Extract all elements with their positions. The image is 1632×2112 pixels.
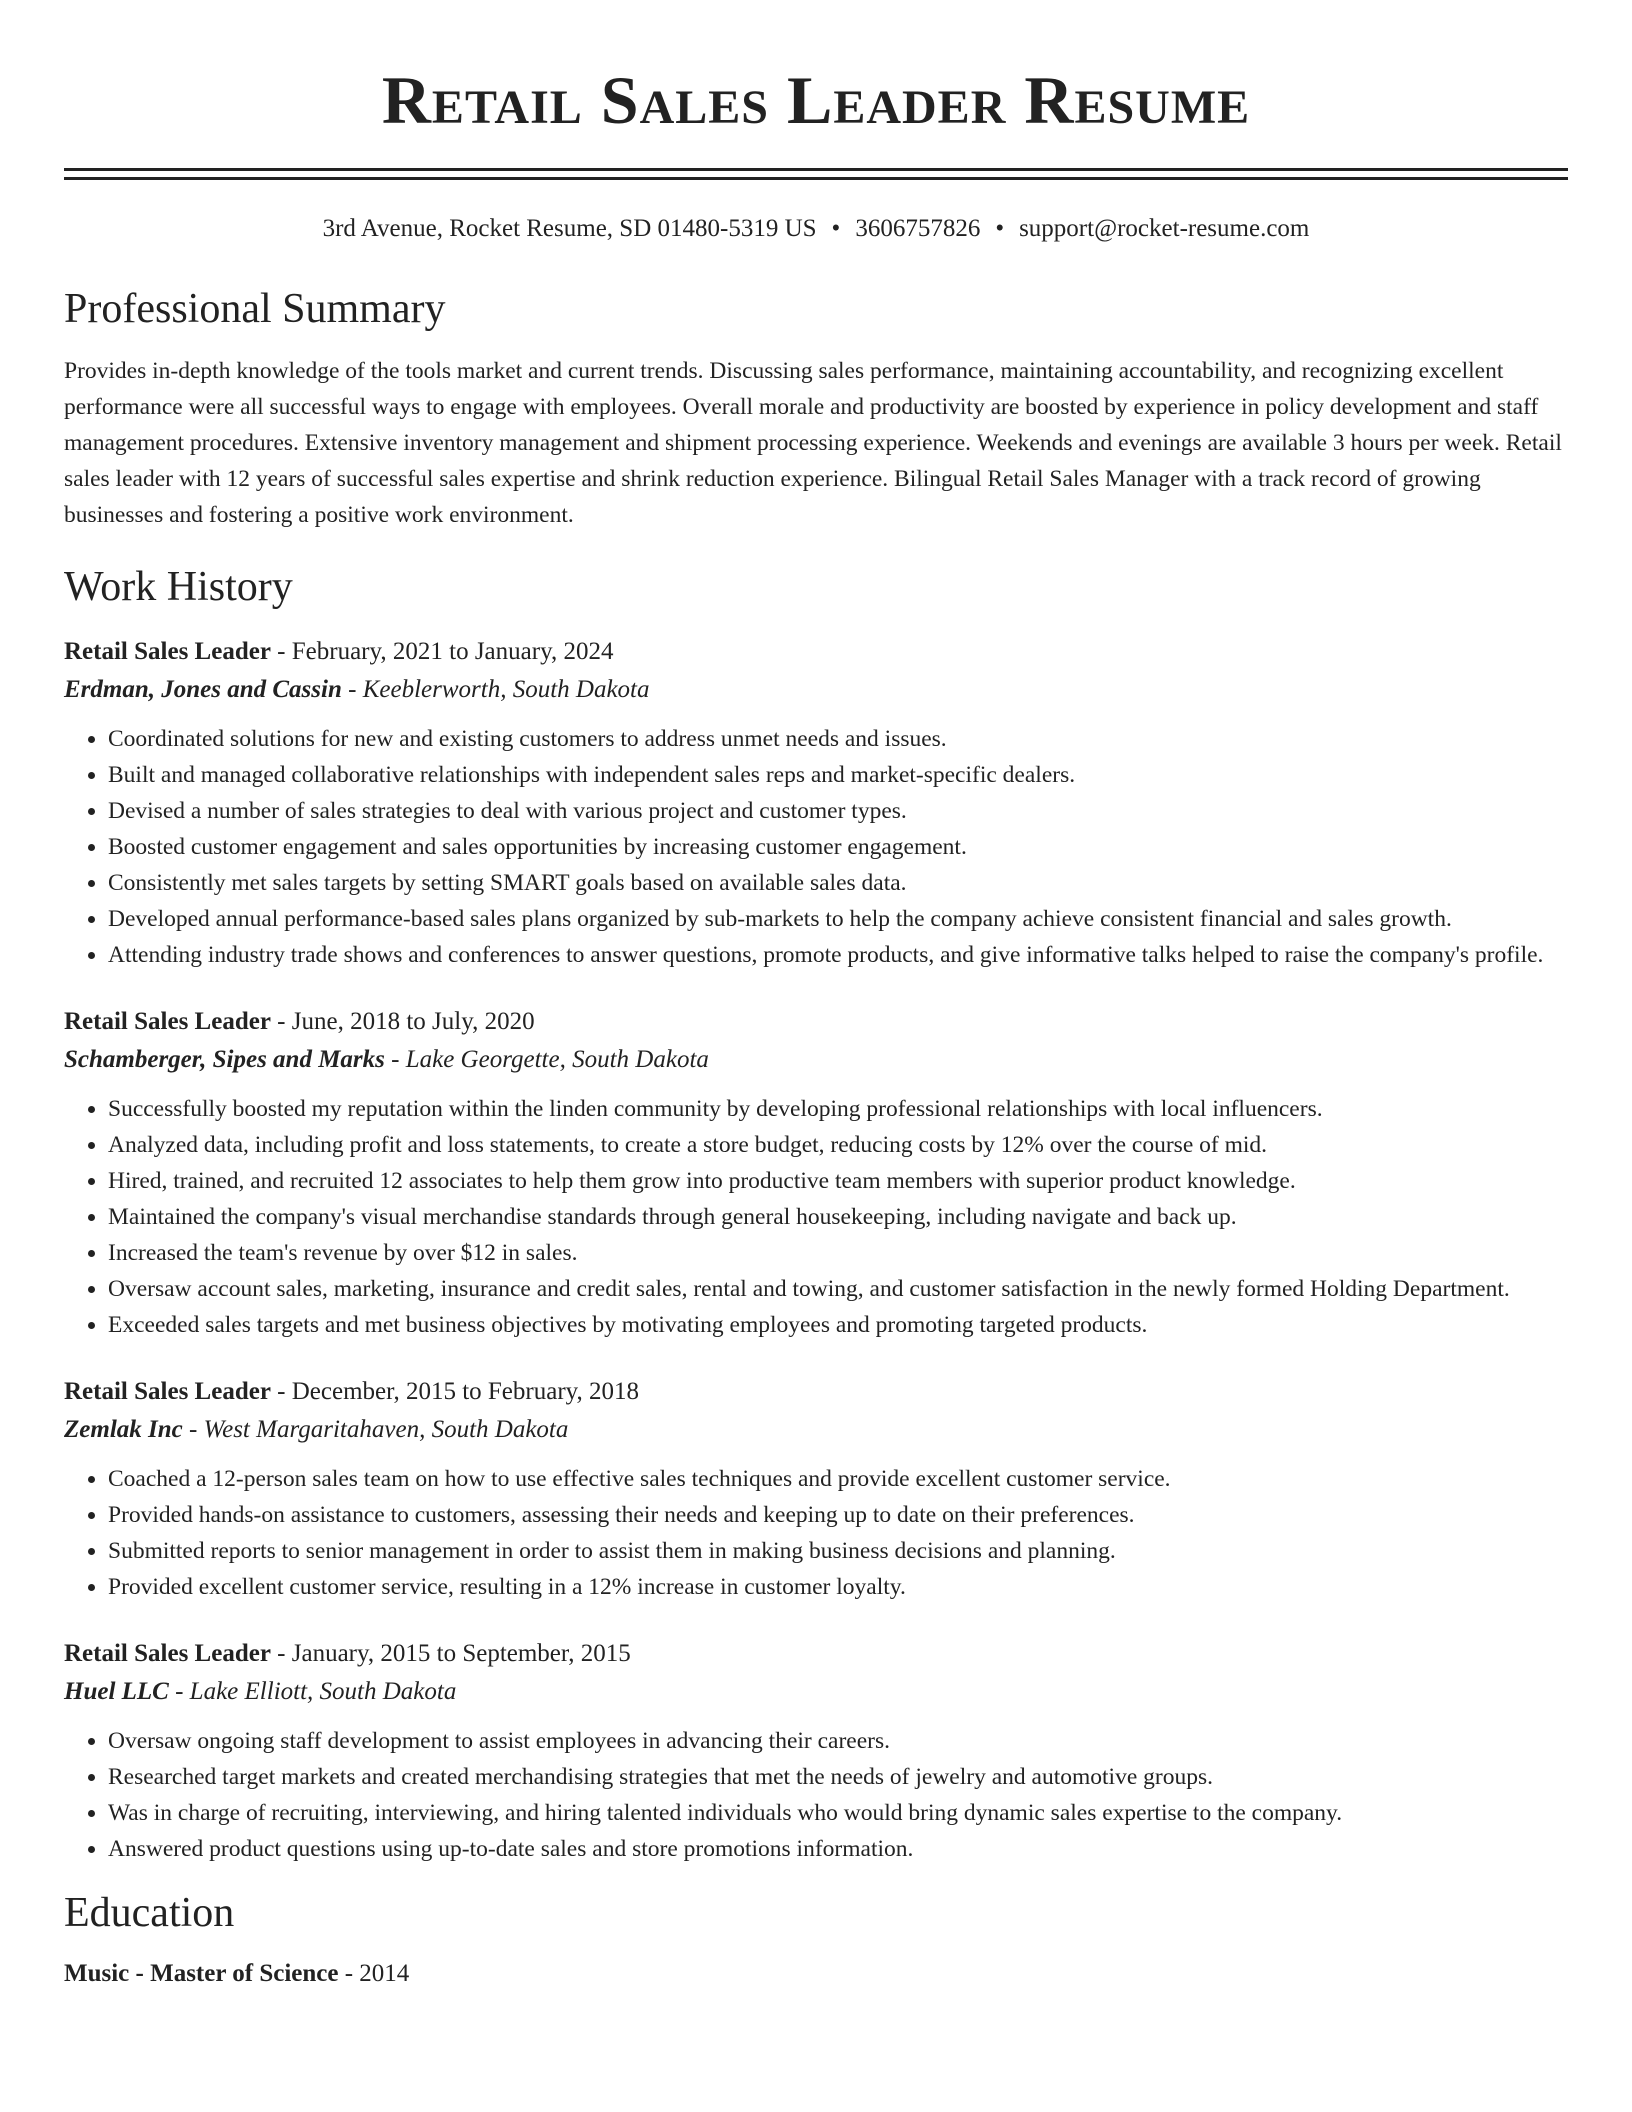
page-title: Retail Sales Leader Resume [381, 62, 1251, 138]
list-item: • Developed annual performance-based sales plans organized by sub-markets to help the company achieve consistent financial and sales growth. [108, 901, 1568, 937]
job-entry [64, 1373, 1568, 1605]
job-bullets [64, 1461, 1568, 1605]
list-item: • Submitted reports to senior management in order to assist them in making business decisions and planning. [108, 1533, 1568, 1569]
job-bullets [64, 1091, 1568, 1343]
company-name: Erdman, Jones and Cassin [64, 676, 342, 703]
contact-line [64, 213, 1568, 245]
list-item: • Exceeded sales targets and met business objectives by motivating employees and promoting targeted products. [108, 1307, 1568, 1343]
list-item: • Consistently met sales targets by setting SMART goals based on available sales data. [108, 865, 1568, 901]
company-location: - Lake Elliott, South Dakota [168, 1678, 457, 1705]
company-name: Huel LLC [64, 1678, 169, 1705]
education-year: - 2014 [338, 1960, 410, 1987]
list-item: • Coordinated solutions for new and existing customers to address unmet needs and issues. [108, 721, 1568, 757]
contact-email: support@rocket-resume.com [1019, 215, 1310, 242]
list-item: • Successfully boosted my reputation within the linden community by developing professional relationships with local influencers. [108, 1091, 1568, 1127]
list-item: • Provided excellent customer service, resulting in a 12% increase in customer loyalty. [108, 1569, 1568, 1605]
job-title-line [64, 1635, 1568, 1673]
list-item: • Was in charge of recruiting, interviewing, and hiring talented individuals who would bring dynamic sales expertise to the company. [108, 1795, 1568, 1831]
education-degree: Music - Master of Science [64, 1960, 339, 1987]
job-title: Retail Sales Leader [64, 1008, 271, 1035]
job-dates: - January, 2015 to September, 2015 [270, 1640, 631, 1667]
job-title-line [64, 633, 1568, 671]
list-item: • Boosted customer engagement and sales opportunities by increasing customer engagement. [108, 829, 1568, 865]
company-name: Zemlak Inc [64, 1416, 183, 1443]
list-item: • Researched target markets and created merchandising strategies that met the needs of jewelry and automotive groups. [108, 1759, 1568, 1795]
company-line [64, 1411, 1568, 1449]
list-item: • Built and managed collaborative relationships with independent sales reps and market-specific dealers. [108, 757, 1568, 793]
summary-heading: Professional Summary [64, 286, 446, 332]
contact-separator: • [995, 215, 1005, 242]
list-item: • Increased the team's revenue by over $12 in sales. [108, 1235, 1568, 1271]
job-dates: - December, 2015 to February, 2018 [270, 1378, 640, 1405]
list-item: • Answered product questions using up-to-date sales and store promotions information. [108, 1831, 1568, 1867]
job-title: Retail Sales Leader [64, 1640, 271, 1667]
company-location: - Lake Georgette, South Dakota [384, 1046, 709, 1073]
company-line [64, 671, 1568, 709]
education-heading: Education [64, 1890, 235, 1936]
company-location: - Keeblerworth, South Dakota [341, 676, 650, 703]
title-divider-bottom [64, 177, 1568, 180]
job-title-line [64, 1373, 1568, 1411]
summary-text: Provides in-depth knowledge of the tools market and current trends. Discussing sales performance, maintaining accountability, and recognizing excellent performance were all successful ways to engage with employees. Overall morale and productivity are boosted by experience in policy development and staff management procedures. Extensive inventory management and shipment processing experience. Weekends and evenings are available 3 hours per week. Retail sales leader with 12 years of successful sales expertise and shrink reduction experience. Bilingual Retail Sales Manager with a track record of growing businesses and fostering a positive work environment. [64, 358, 1562, 528]
list-item: • Oversaw ongoing staff development to assist employees in advancing their careers. [108, 1723, 1568, 1759]
work-history-list [64, 633, 1568, 1867]
contact-phone: 3606757826 [855, 215, 981, 242]
job-title-line [64, 1003, 1568, 1041]
company-name: Schamberger, Sipes and Marks [64, 1046, 385, 1073]
title-divider-top [64, 168, 1568, 171]
job-bullets [64, 721, 1568, 973]
education-entry [64, 1955, 1568, 1993]
job-bullets [64, 1723, 1568, 1867]
job-dates: - February, 2021 to January, 2024 [270, 638, 614, 665]
list-item: • Coached a 12-person sales team on how to use effective sales techniques and provide excellent customer service. [108, 1461, 1568, 1497]
contact-separator: • [831, 215, 841, 242]
contact-address: 3rd Avenue, Rocket Resume, SD 01480-5319 US [322, 215, 817, 242]
company-line [64, 1673, 1568, 1711]
company-location: - West Margaritahaven, South Dakota [182, 1416, 569, 1443]
list-item: • Attending industry trade shows and conferences to answer questions, promote products, and give informative talks helped to raise the company's profile. [108, 937, 1568, 973]
list-item: • Provided hands-on assistance to customers, assessing their needs and keeping up to date on their preferences. [108, 1497, 1568, 1533]
list-item: • Maintained the company's visual merchandise standards through general housekeeping, including navigate and back up. [108, 1199, 1568, 1235]
list-item: • Oversaw account sales, marketing, insurance and credit sales, rental and towing, and customer satisfaction in the newly formed Holding Department. [108, 1271, 1568, 1307]
job-title: Retail Sales Leader [64, 638, 271, 665]
list-item: • Devised a number of sales strategies to deal with various project and customer types. [108, 793, 1568, 829]
job-entry [64, 1635, 1568, 1867]
job-title: Retail Sales Leader [64, 1378, 271, 1405]
job-entry [64, 633, 1568, 973]
job-entry [64, 1003, 1568, 1343]
job-dates: - June, 2018 to July, 2020 [270, 1008, 535, 1035]
list-item: • Analyzed data, including profit and loss statements, to create a store budget, reducing costs by 12% over the course of mid. [108, 1127, 1568, 1163]
work-history-heading: Work History [64, 564, 293, 610]
list-item: • Hired, trained, and recruited 12 associates to help them grow into productive team members with superior product knowledge. [108, 1163, 1568, 1199]
company-line [64, 1041, 1568, 1079]
